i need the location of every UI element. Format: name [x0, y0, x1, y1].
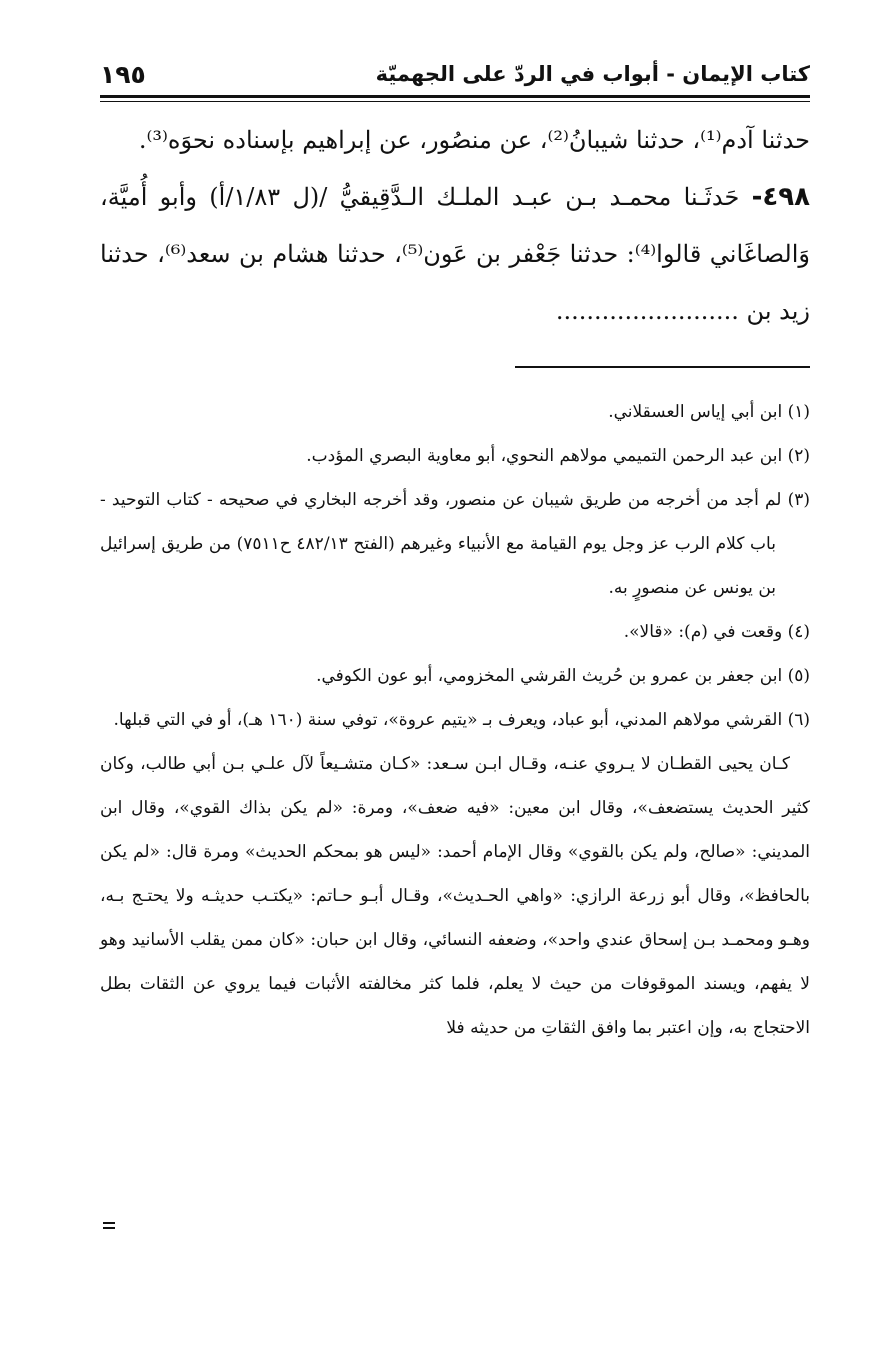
main-line-1: حدثنا آدم⁽¹⁾، حدثنا شيبانُ⁽²⁾، عن منصُور، عن إبراهيم بإسناده نحوَه⁽³⁾. [138, 126, 810, 154]
footnote-5: (٥) ابن جعفر بن عمرو بن حُريث القرشي المخزومي، أبو عون الكوفي. [316, 666, 810, 686]
footnote-6-continuation: كـان يحيى القطـان لا يـروي عنـه، وقـال ابـن سـعد: «كـان متشـيعاً لآل علـي بـن أبي طالب، وكان كثير الحديث يستضعف»، وقال ابن معين: «فيه ضعف»، ومرة: «لم يكن بذاك القوي»، وقال ابن المديني: «صالح، ولم يكن بالقوي» وقال الإمام أحمد: «ليس هو بمحكم الحديث» ومرة قال: «لم يكن بالحافظ»، وقال أبو زرعة الرازي: «واهي الحـديث»، وقـال أبـو حـاتم: «يكتـب حديثـه ولا يحتـج بـه، وهـو ومحمـد بـن إسحاق عندي واحد»، وضعفه النسائي، وقال ابن حبان: «كان ممن يقلب الأسانيد وهو لا يفهم، ويسند الموقوفات من حيث لا يعلم، فلما كثر مخالفته الأثبات فيما يروي عن الثقات بطل الاحتجاج به، وإن اعتبر بما وافق الثقاتِ من حديثه فلا [100, 754, 810, 1038]
running-title: كتاب الإيمان - أبواب في الردّ على الجهميّة [375, 62, 810, 86]
hadith-text: حَدثَـنا محمـد بـن عبـد الملـك الـدَّقِيقيُّ /(ل ١/٨٣/أ) وأبو أُميَّة، وَالصاغَاني قالوا⁽⁴⁾: حدثنا جَعْفر بن عَون⁽⁵⁾، حدثنا هشام بن سعد⁽⁶⁾، حدثنا زيد بن [100, 183, 810, 325]
continuation-mark [103, 1222, 115, 1234]
continuation-dots: ........................ [555, 297, 739, 325]
footnote-3: (٣) لم أجد من أخرجه من طريق شيبان عن منصور، وقد أخرجه البخاري في صحيحه - كتاب التوحيد - باب كلام الرب عز وجل يوم القيامة مع الأنبياء وغيرهم (الفتح ٤٨٢/١٣ ح٧٥١١) من طريق إسرائيل بن يونس عن منصورٍ به. [100, 490, 811, 598]
footnotes [100, 390, 810, 1050]
footnote-4: (٤) وقعت في (م): «قالا». [623, 622, 810, 642]
running-header [100, 58, 810, 94]
main-text [100, 112, 810, 340]
footnote-6: (٦) القرشي مولاهم المدني، أبو عباد، ويعرف بـ «يتيم عروة»، توفي سنة (١٦٠ هـ)، أو في التي قبلها. [113, 710, 810, 730]
header-rule-thick [100, 95, 810, 98]
footnote-separator [515, 366, 810, 368]
hadith-paragraph [100, 169, 810, 340]
footnote-2: (٢) ابن عبد الرحمن التميمي مولاهم النحوي، أبو معاوية البصري المؤدب. [306, 446, 810, 466]
header-rule-thin [100, 101, 810, 102]
page-number: ١٩٥ [100, 60, 146, 89]
hadith-number: ٤٩٨- [751, 182, 810, 212]
footnote-1: (١) ابن أبي إياس العسقلاني. [608, 402, 810, 422]
